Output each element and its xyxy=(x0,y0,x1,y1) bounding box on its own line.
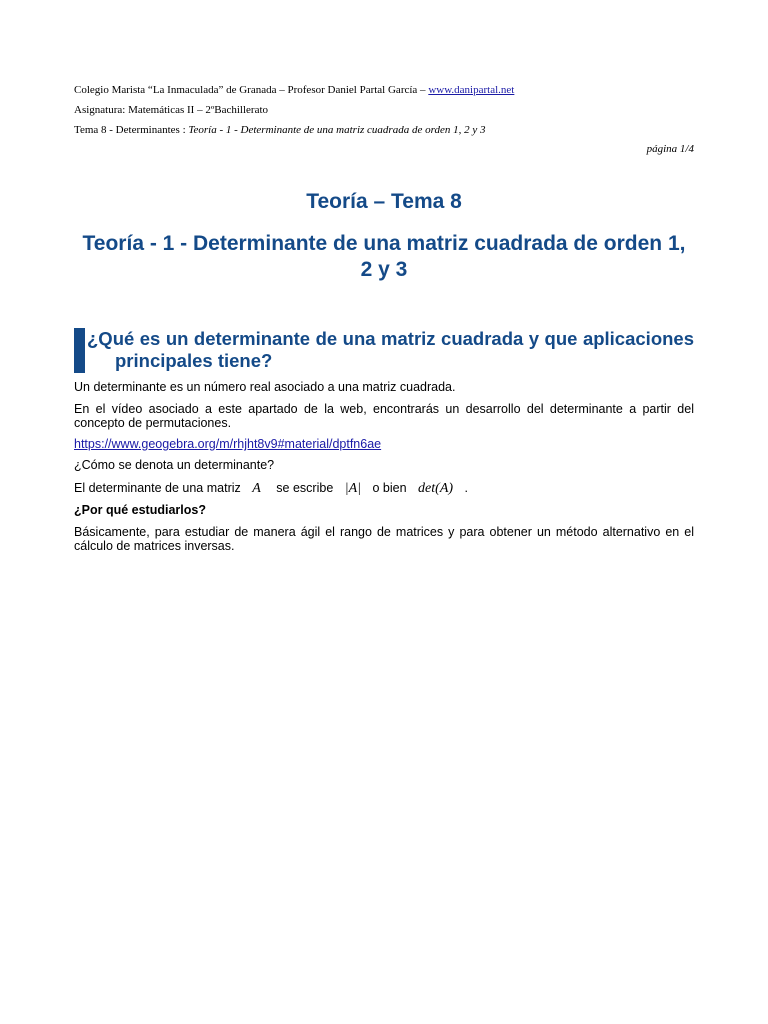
det-function: det xyxy=(418,481,436,496)
section-heading-block xyxy=(74,328,694,372)
paragraph-why-study: Básicamente, para estudiar de manera ágil el rango de matrices y para obtener un método alternativo en el cálculo de matrices inversas. xyxy=(74,525,694,553)
paragraph-definition: Un determinante es un número real asociado a una matriz cuadrada. xyxy=(74,380,456,394)
notation-text-c: o bien xyxy=(372,481,407,495)
header-website-link[interactable]: www.danipartal.net xyxy=(428,84,515,96)
det-argument: (A) xyxy=(435,481,454,496)
header-topic-italic: Teoría - 1 - Determinante de una matriz cuadrada de orden 1, 2 y 3 xyxy=(188,124,486,136)
paragraph-notation xyxy=(74,480,694,497)
sub-title: Teoría - 1 - Determinante de una matriz cuadrada de orden 1, 2 y 3 xyxy=(82,232,686,281)
section-marker-bar xyxy=(74,328,85,373)
paragraph-notation-question: ¿Cómo se denota un determinante? xyxy=(74,458,275,472)
header-topic-prefix: Tema 8 - Determinantes : xyxy=(74,124,189,136)
header-line-topic xyxy=(74,123,485,137)
main-title: Teoría – Tema 8 xyxy=(306,190,462,213)
page-number: página 1/4 xyxy=(646,143,694,155)
header-school-text: Colegio Marista “La Inmaculada” de Granada – Profesor Daniel Partal García – xyxy=(74,84,429,96)
notation-text-b: se escribe xyxy=(276,481,334,495)
header-line-school xyxy=(74,83,514,97)
section-heading: ¿Qué es un determinante de una matriz cuadrada y que aplicaciones principales tiene? xyxy=(87,328,694,371)
geogebra-link[interactable]: https://www.geogebra.org/m/rhjht8v9#material/dptfn6ae xyxy=(74,437,382,451)
geogebra-link-line xyxy=(74,437,694,451)
abs-notation: |A| xyxy=(344,481,362,496)
notation-text-a: El determinante de una matriz xyxy=(74,481,241,495)
why-study-question: ¿Por qué estudiarlos? xyxy=(74,503,206,517)
notation-period: . xyxy=(464,481,469,495)
header-line-subject: Asignatura: Matemáticas II – 2ºBachillerato xyxy=(74,104,269,116)
paragraph-video: En el vídeo asociado a este apartado de la web, encontrarás un desarrollo del determinante a partir del concepto de permutaciones. xyxy=(74,402,694,430)
matrix-symbol: A xyxy=(252,481,261,496)
